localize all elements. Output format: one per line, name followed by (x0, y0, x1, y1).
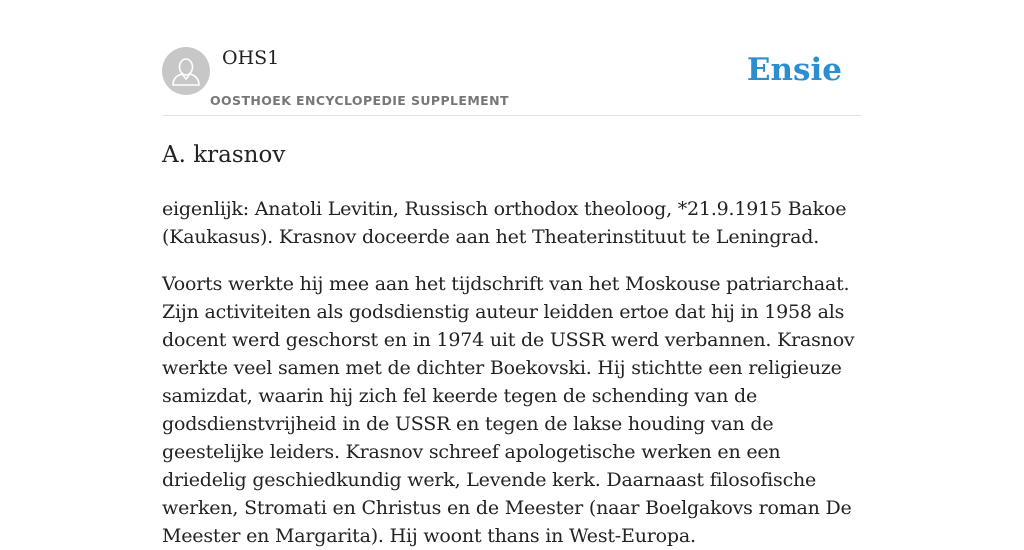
article-paragraph: Voorts werkte hij mee aan het tijdschrift van het Moskouse patriarchaat. Zijn activiteiten als godsdienstig auteur leidden ertoe dat hij in 1958 als docent werd geschorst en in 1974 uit de USSR werd verbannen. Krasnov werkte veel samen met de dichter Boekovski. Hij stichtte een religieuze samizdat, waarin hij zich fel keerde tegen de schending van de godsdienstvrijheid in de USSR en tegen de lakse houding van de geestelijke leiders. Krasnov schreef apologetische werken en een driedelig geschiedkundig werk, Levende kerk. Daarnaast filosofische werken, Stromati en Christus en de Meester (naar Boelgakovs roman De Meester en Margarita). Hij woont thans in West-Europa. (162, 273, 855, 547)
source-avatar[interactable] (162, 47, 210, 95)
article-paragraph: eigenlijk: Anatoli Levitin, Russisch orthodox theoloog, *21.9.1915 Bakoe (Kaukasus). Krasnov doceerde aan het Theaterinstituut te Leningrad. (162, 198, 847, 248)
article-body (162, 195, 862, 550)
header (162, 0, 862, 116)
user-avatar-icon (162, 47, 210, 95)
page (162, 0, 862, 550)
brand-logo[interactable]: Ensie (746, 52, 842, 88)
source-name[interactable]: OHS1 (222, 47, 280, 69)
source-subtitle: OOSTHOEK ENCYCLOPEDIE SUPPLEMENT (210, 93, 509, 108)
article-title: A. krasnov (162, 142, 286, 168)
